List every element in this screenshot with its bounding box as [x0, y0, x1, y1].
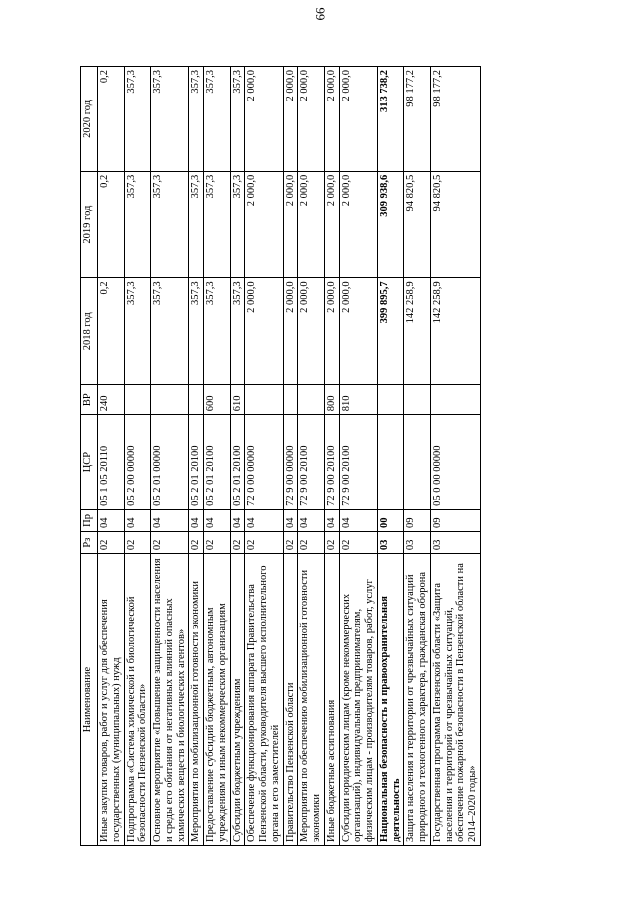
cell-rz: 03: [377, 532, 404, 554]
cell-y2018: 0,2: [98, 278, 125, 385]
cell-pr: 04: [324, 509, 339, 531]
cell-y2019: 2 000,0: [324, 171, 339, 278]
cell-y2020: 357,3: [151, 67, 189, 172]
cell-rz: 02: [204, 532, 231, 554]
cell-csr: 05 2 01 20100: [189, 415, 204, 510]
cell-name: Мероприятия по мобилизационной готовности экономики: [189, 554, 204, 846]
header-csr: ЦСР: [81, 415, 98, 510]
cell-name: Мероприятия по обеспечению мобилизационной готовности экономики: [298, 554, 325, 846]
table-row: [404, 67, 431, 846]
cell-rz: 03: [404, 532, 431, 554]
cell-y2020: 357,3: [124, 67, 151, 172]
cell-y2020: 98 177,2: [430, 67, 480, 172]
cell-y2018: 357,3: [124, 278, 151, 385]
cell-pr: 04: [283, 509, 298, 531]
cell-vr: [124, 385, 151, 415]
cell-vr: 610: [230, 385, 245, 415]
cell-name: Защита населения и территории от чрезвычайных ситуаций природного и техногенного характера, гражданская оборона: [404, 554, 431, 846]
header-2019: 2019 год: [81, 171, 98, 278]
cell-csr: [377, 415, 404, 510]
cell-y2018: 2 000,0: [245, 278, 283, 385]
page-number: 66: [312, 7, 327, 21]
table-row: [430, 67, 480, 846]
cell-pr: 04: [204, 509, 231, 531]
table-row: [324, 67, 339, 846]
cell-rz: 03: [430, 532, 480, 554]
table-header-row: [81, 67, 98, 846]
cell-rz: 02: [124, 532, 151, 554]
cell-y2020: 2 000,0: [283, 67, 298, 172]
cell-csr: 72 9 00 00000: [283, 415, 298, 510]
budget-table: [80, 66, 481, 846]
cell-y2018: 2 000,0: [298, 278, 325, 385]
cell-csr: 05 2 01 00000: [151, 415, 189, 510]
cell-rz: 02: [98, 532, 125, 554]
header-rz: Рз: [81, 532, 98, 554]
cell-y2019: 357,3: [151, 171, 189, 278]
cell-y2018: 357,3: [230, 278, 245, 385]
cell-vr: 240: [98, 385, 125, 415]
cell-y2020: 2 000,0: [298, 67, 325, 172]
cell-y2020: 357,3: [230, 67, 245, 172]
cell-y2019: 357,3: [189, 171, 204, 278]
cell-csr: 05 0 00 00000: [430, 415, 480, 510]
cell-pr: 00: [377, 509, 404, 531]
cell-pr: 04: [98, 509, 125, 531]
cell-name: Иные закупки товаров, работ и услуг для обеспечения государственных (муниципальных) нужд: [98, 554, 125, 846]
cell-name: Подпрограмма «Система химической и биологической безопасности Пензенской области»: [124, 554, 151, 846]
cell-y2020: 357,3: [189, 67, 204, 172]
cell-pr: 04: [339, 509, 377, 531]
cell-csr: 05 2 00 00000: [124, 415, 151, 510]
cell-pr: 04: [189, 509, 204, 531]
cell-name: Субсидии юридическим лицам (кроме некоммерческих организаций), индивидуальным предпринимателям, физическим лицам - производителям товаров, работ, услуг: [339, 554, 377, 846]
cell-vr: [151, 385, 189, 415]
cell-pr: 09: [430, 509, 480, 531]
cell-vr: 810: [339, 385, 377, 415]
table-body: [98, 67, 481, 846]
cell-name: Основное мероприятие «Повышение защищенности населения и среды его обитания от негативных влияний опасных химических веществ и биологических агентов»: [151, 554, 189, 846]
cell-csr: 05 2 01 20100: [204, 415, 231, 510]
cell-y2019: 2 000,0: [339, 171, 377, 278]
cell-y2019: 309 938,6: [377, 171, 404, 278]
cell-name: Национальная безопасность и правоохранительная деятельность: [377, 554, 404, 846]
table-row: [98, 67, 125, 846]
cell-name: Предоставление субсидий бюджетным, автономным учреждениям и иным некоммерческим организациям: [204, 554, 231, 846]
header-2020: 2020 год: [81, 67, 98, 172]
cell-name: Правительство Пензенской области: [283, 554, 298, 846]
cell-pr: 04: [245, 509, 283, 531]
cell-pr: 04: [151, 509, 189, 531]
cell-y2020: 98 177,2: [404, 67, 431, 172]
cell-vr: [377, 385, 404, 415]
table-row: [245, 67, 283, 846]
cell-name: Обеспечение функционирования аппарата Правительства Пензенской области, руководителя высшего исполнительного органа и его заместителей: [245, 554, 283, 846]
cell-name: Государственная программа Пензенской области «Защита населения и территорий от чрезвычайных ситуаций, обеспечение пожарной безопасности в Пензенской области на 2014–2020 годы»: [430, 554, 480, 846]
cell-rz: 02: [230, 532, 245, 554]
cell-y2019: 2 000,0: [298, 171, 325, 278]
cell-vr: 800: [324, 385, 339, 415]
table-row: [204, 67, 231, 846]
cell-vr: [189, 385, 204, 415]
cell-pr: 09: [404, 509, 431, 531]
cell-y2020: 2 000,0: [245, 67, 283, 172]
cell-y2020: 313 738,2: [377, 67, 404, 172]
cell-pr: 04: [298, 509, 325, 531]
cell-y2019: 2 000,0: [245, 171, 283, 278]
cell-rz: 02: [298, 532, 325, 554]
cell-vr: [404, 385, 431, 415]
cell-y2019: 357,3: [230, 171, 245, 278]
cell-y2019: 94 820,5: [404, 171, 431, 278]
cell-csr: 72 9 00 20100: [298, 415, 325, 510]
cell-csr: 72 0 00 00000: [245, 415, 283, 510]
cell-vr: 600: [204, 385, 231, 415]
cell-y2018: 357,3: [204, 278, 231, 385]
cell-y2019: 94 820,5: [430, 171, 480, 278]
table-row: [339, 67, 377, 846]
cell-name: Субсидии бюджетным учреждениям: [230, 554, 245, 846]
cell-y2018: 399 895,7: [377, 278, 404, 385]
cell-y2018: 2 000,0: [324, 278, 339, 385]
header-2018: 2018 год: [81, 278, 98, 385]
cell-name: Иные бюджетные ассигнования: [324, 554, 339, 846]
cell-y2020: 357,3: [204, 67, 231, 172]
table-row: [151, 67, 189, 846]
cell-rz: 02: [245, 532, 283, 554]
cell-y2019: 0,2: [98, 171, 125, 278]
cell-y2020: 0,2: [98, 67, 125, 172]
header-vr: ВР: [81, 385, 98, 415]
cell-y2019: 2 000,0: [283, 171, 298, 278]
cell-y2020: 2 000,0: [339, 67, 377, 172]
cell-vr: [430, 385, 480, 415]
cell-y2018: 2 000,0: [339, 278, 377, 385]
cell-rz: 02: [324, 532, 339, 554]
cell-rz: 02: [189, 532, 204, 554]
table-row: [377, 67, 404, 846]
header-pr: Пр: [81, 509, 98, 531]
cell-csr: 72 9 00 20100: [324, 415, 339, 510]
table-row: [298, 67, 325, 846]
cell-y2019: 357,3: [124, 171, 151, 278]
cell-y2020: 2 000,0: [324, 67, 339, 172]
cell-y2018: 357,3: [151, 278, 189, 385]
cell-vr: [298, 385, 325, 415]
cell-vr: [283, 385, 298, 415]
cell-pr: 04: [124, 509, 151, 531]
cell-csr: 05 2 01 20100: [230, 415, 245, 510]
cell-y2018: 2 000,0: [283, 278, 298, 385]
header-name: Наименование: [81, 554, 98, 846]
cell-pr: 04: [230, 509, 245, 531]
table-row: [283, 67, 298, 846]
cell-y2019: 357,3: [204, 171, 231, 278]
cell-vr: [245, 385, 283, 415]
cell-csr: [404, 415, 431, 510]
cell-rz: 02: [151, 532, 189, 554]
table-row: [230, 67, 245, 846]
table-row: [189, 67, 204, 846]
cell-csr: 05 1 05 20110: [98, 415, 125, 510]
cell-rz: 02: [339, 532, 377, 554]
table-row: [124, 67, 151, 846]
budget-table-container: [80, 66, 535, 846]
cell-y2018: 142 258,9: [430, 278, 480, 385]
cell-rz: 02: [283, 532, 298, 554]
cell-y2018: 357,3: [189, 278, 204, 385]
cell-y2018: 142 258,9: [404, 278, 431, 385]
cell-csr: 72 9 00 20100: [339, 415, 377, 510]
